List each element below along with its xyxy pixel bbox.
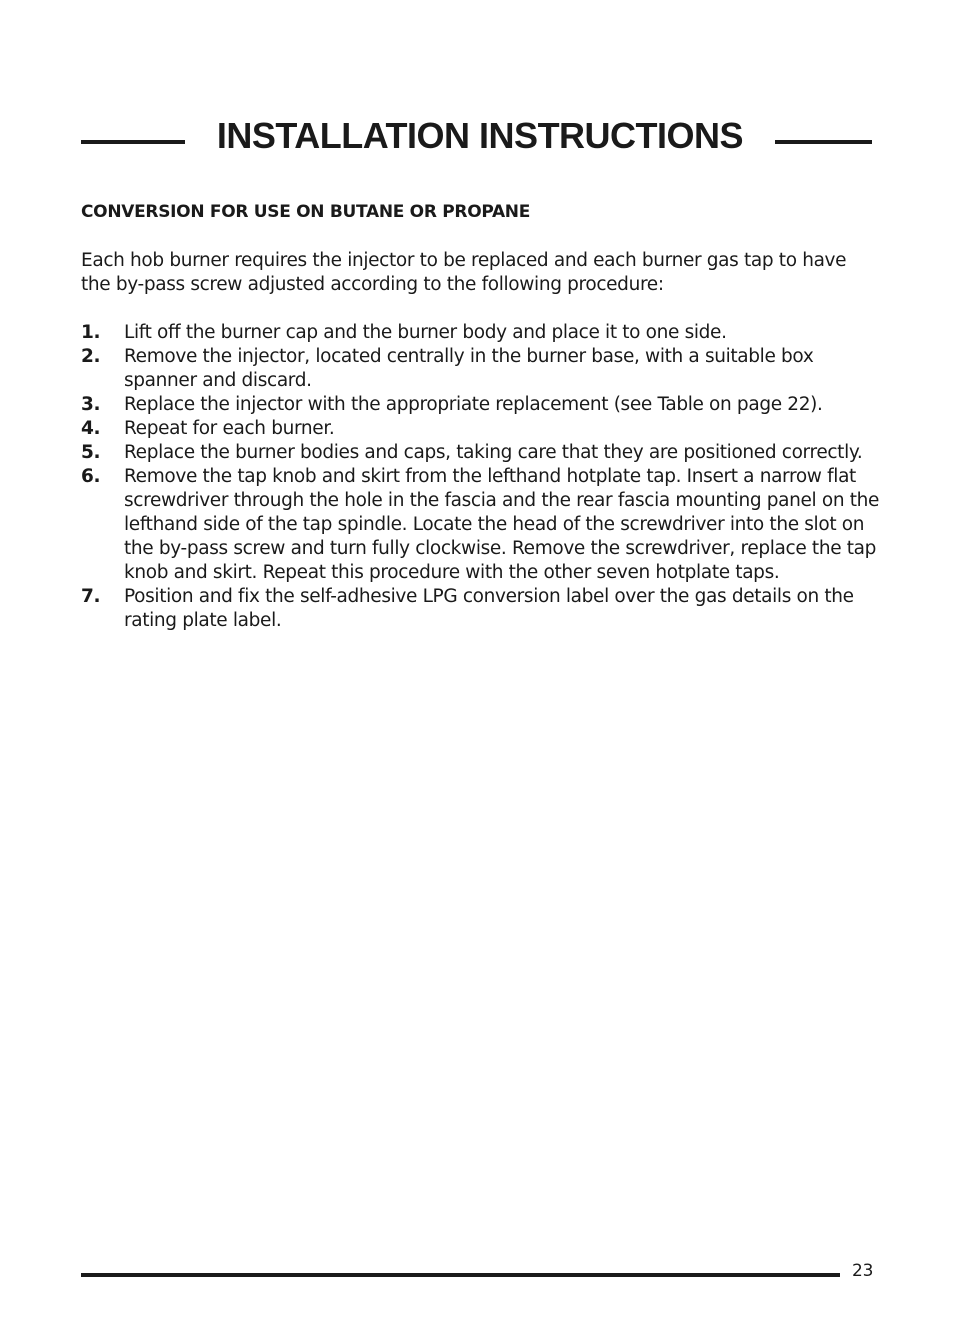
step-item [81, 345, 881, 393]
step-text: Position and fix the self-adhesive LPG conversion label over the gas details on the rating plate label. [124, 586, 854, 631]
step-item [81, 321, 881, 345]
page-title: INSTALLATION INSTRUCTIONS [216, 115, 744, 156]
step-number: 1. [81, 322, 101, 343]
step-number: 4. [81, 418, 101, 439]
step-number: 5. [81, 442, 101, 463]
procedure-steps [81, 321, 881, 633]
header-rule-left [81, 140, 185, 144]
step-number: 2. [81, 346, 101, 367]
step-item [81, 441, 881, 465]
step-text: Repeat for each burner. [124, 418, 335, 439]
step-text: Remove the injector, located centrally in the burner base, with a suitable box spanner and discard. [124, 346, 814, 391]
step-item [81, 585, 881, 633]
step-number: 3. [81, 394, 101, 415]
step-text: Lift off the burner cap and the burner body and place it to one side. [124, 322, 727, 343]
page-number: 23 [852, 1261, 874, 1281]
intro-paragraph: Each hob burner requires the injector to be replaced and each burner gas tap to have the by-pass screw adjusted according to the following procedure: [81, 250, 847, 295]
page-header [81, 112, 872, 160]
footer-rule [81, 1273, 840, 1277]
section-heading: CONVERSION FOR USE ON BUTANE OR PROPANE [81, 202, 531, 222]
step-item [81, 393, 881, 417]
step-item [81, 465, 881, 585]
step-number: 7. [81, 586, 101, 607]
step-text: Replace the injector with the appropriate replacement (see Table on page 22). [124, 394, 823, 415]
header-rule-right [775, 140, 872, 144]
step-text: Remove the tap knob and skirt from the lefthand hotplate tap. Insert a narrow flat screwdriver through the hole in the fascia and the rear fascia mounting panel on the lefthand side of the tap spindle. Locate the head of the screwdriver into the slot on the by-pass screw and turn fully clockwise. Remove the screwdriver, replace the tap knob and skirt. Repeat this procedure with the other seven hotplate taps. [124, 466, 880, 583]
step-item [81, 417, 881, 441]
step-number: 6. [81, 466, 101, 487]
step-text: Replace the burner bodies and caps, taking care that they are positioned correctly. [124, 442, 863, 463]
